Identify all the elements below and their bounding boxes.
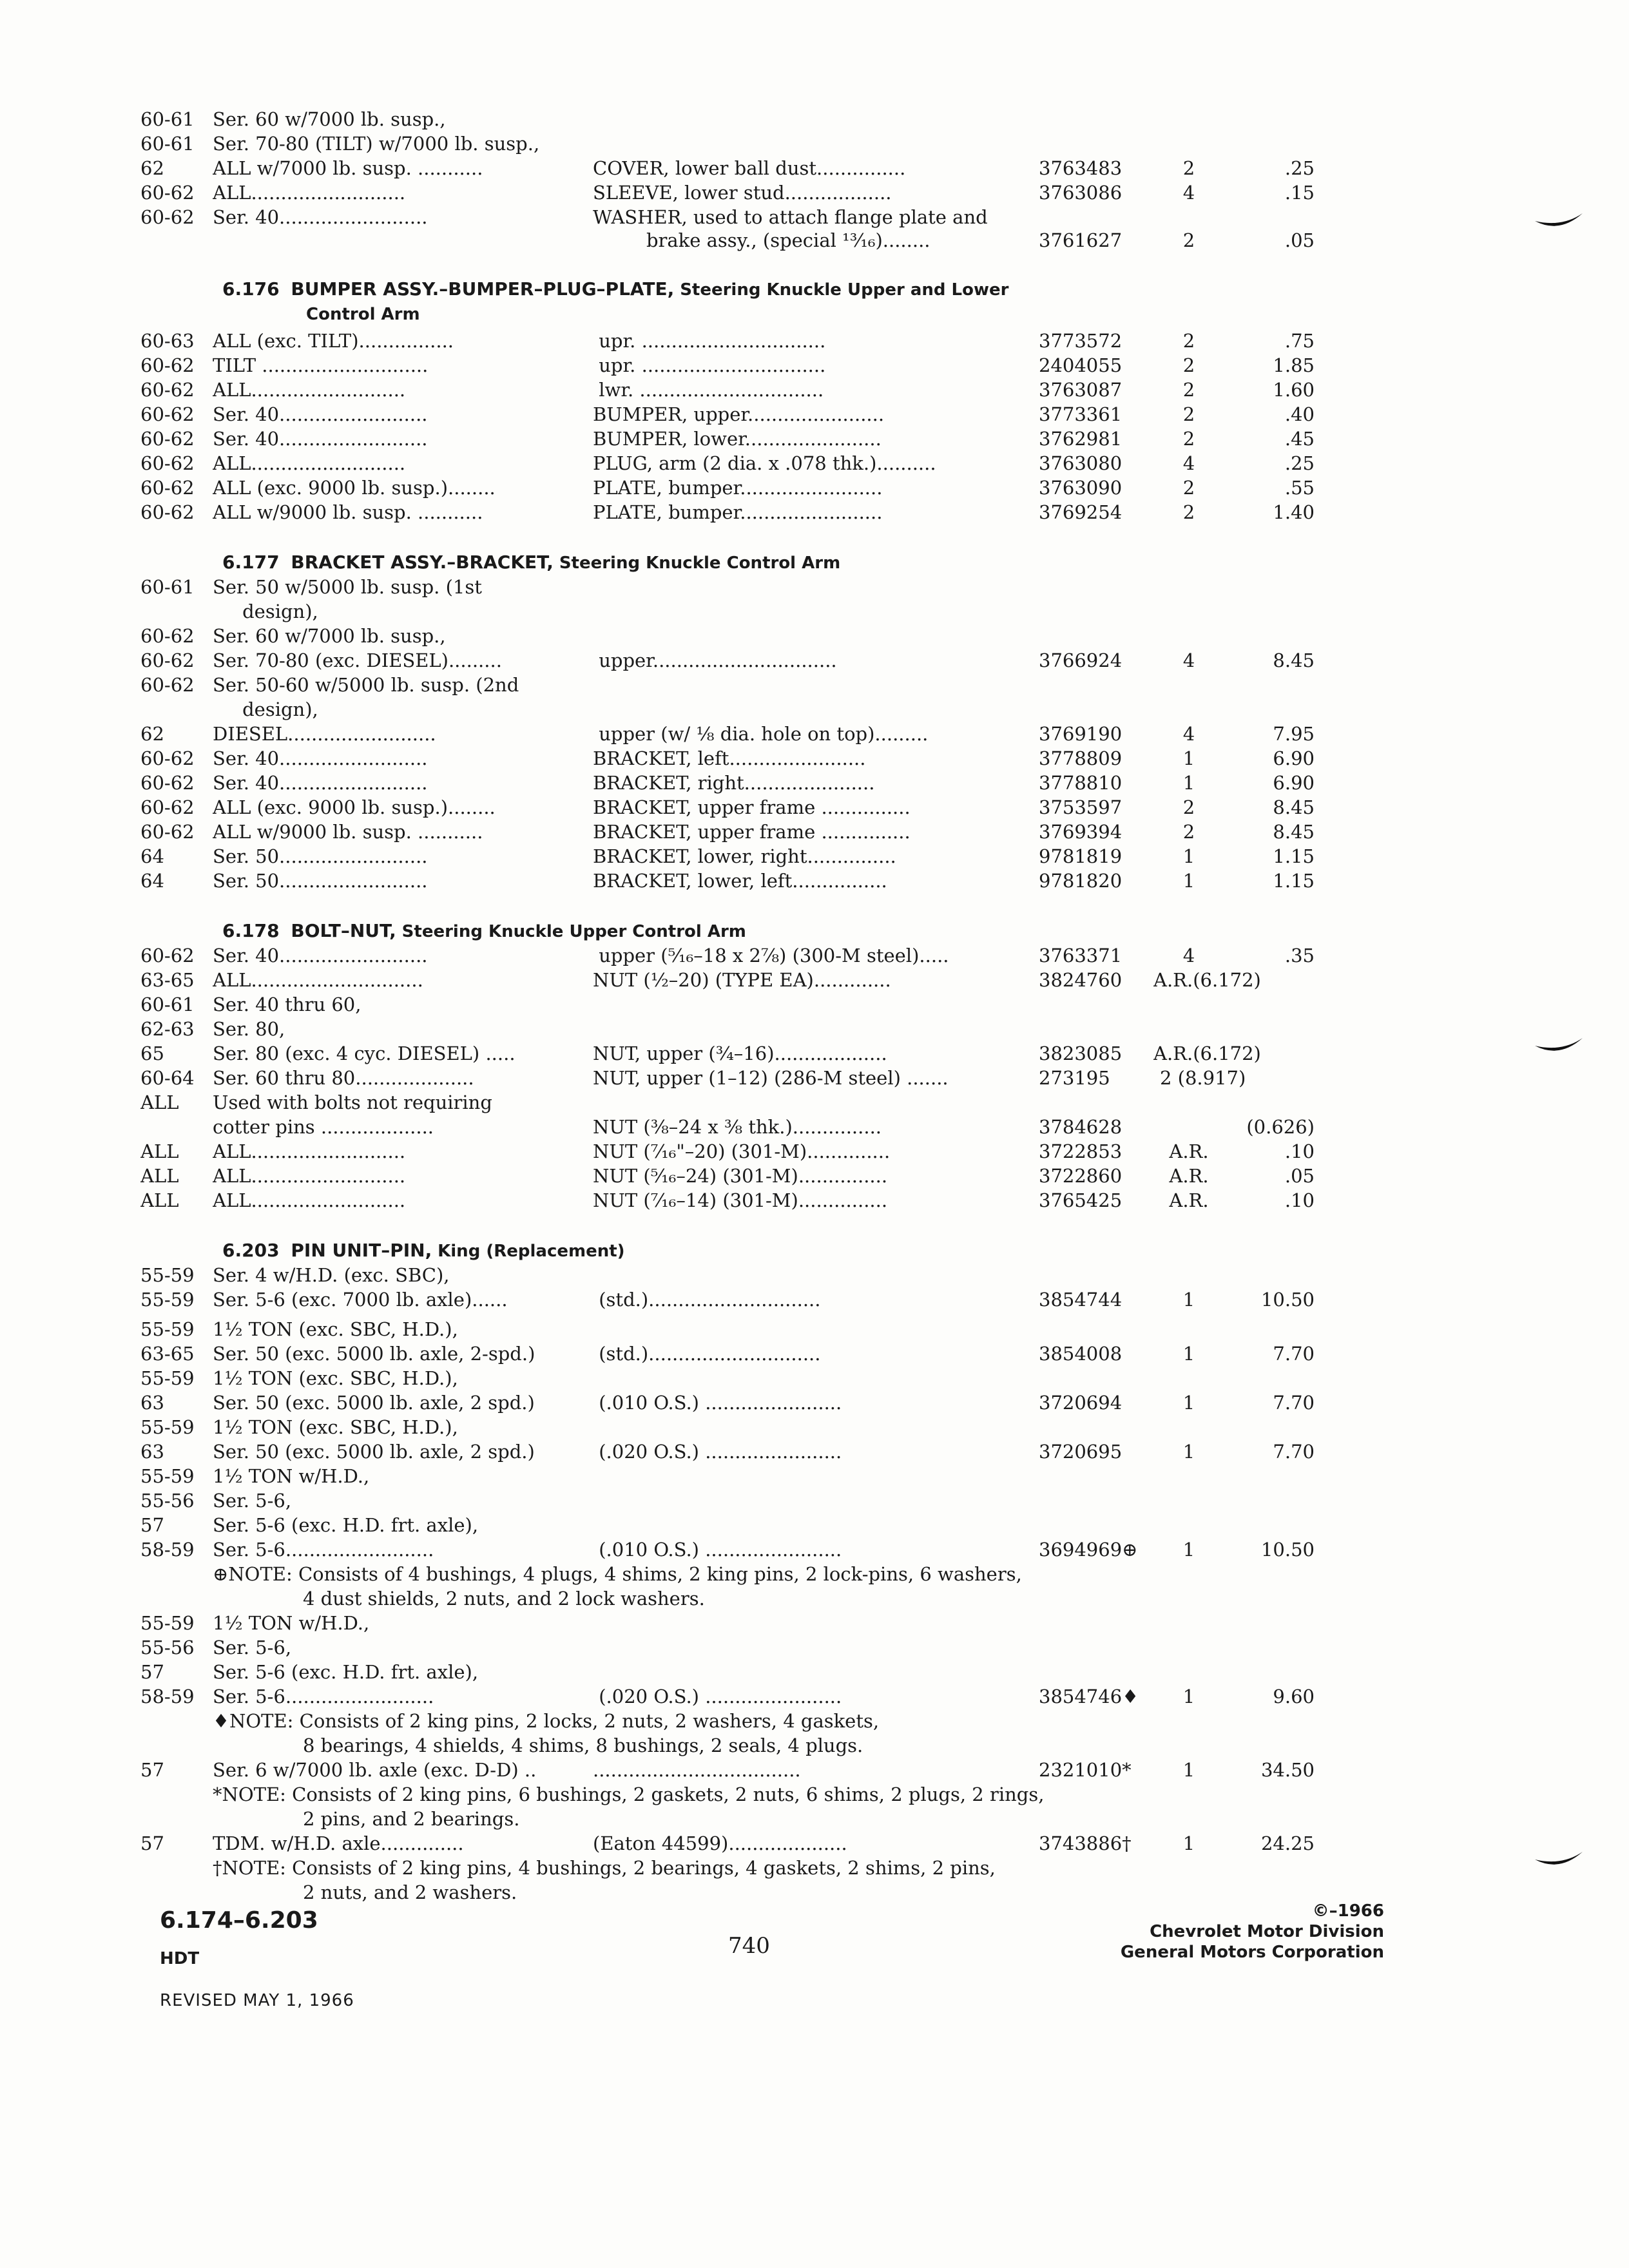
price: 6.90	[1273, 772, 1315, 794]
year: 57	[140, 1759, 164, 1781]
part-number: 3763086	[1039, 182, 1123, 204]
description: (Eaton 44599)....................	[593, 1832, 847, 1854]
year: 60-61	[140, 994, 195, 1015]
part-number: 3722860	[1039, 1165, 1123, 1187]
quantity: 1	[1182, 772, 1195, 794]
description: BUMPER, upper.......................	[593, 403, 885, 425]
model: ALL..........................	[213, 452, 406, 474]
model: Ser. 60 w/7000 lb. susp.,	[213, 108, 446, 130]
year: 55-59	[140, 1416, 195, 1438]
price: 1.85	[1273, 354, 1315, 376]
part-number: 9781820	[1039, 870, 1123, 892]
section-title: BUMPER ASSY.–BUMPER–PLUG–PLATE,	[291, 278, 675, 300]
part-number: 3753597	[1039, 796, 1123, 818]
quantity: 2	[1182, 796, 1195, 818]
description: ...................................	[593, 1759, 801, 1781]
catalog-code: HDT	[160, 1949, 200, 1968]
footnote-line: 8 bearings, 4 shields, 4 shims, 8 bushings, 2 seals, 4 plugs.	[303, 1735, 863, 1756]
quantity: 2	[1182, 330, 1195, 352]
year: 55-59	[140, 1264, 195, 1286]
year: 60-62	[140, 428, 195, 450]
price: .35	[1284, 945, 1315, 966]
year: 60-61	[140, 576, 195, 598]
corporation-name: General Motors Corporation	[1120, 1943, 1384, 1962]
quantity: 2	[1182, 477, 1195, 499]
year: 57	[140, 1832, 164, 1854]
year: 60-64	[140, 1067, 195, 1089]
quantity: 2	[1182, 501, 1195, 523]
part-number: 3769394	[1039, 821, 1123, 843]
part-number: 3824760	[1039, 969, 1123, 991]
model: DIESEL.........................	[213, 723, 436, 745]
section-subtitle: Steering Knuckle Control Arm	[559, 553, 841, 573]
binding-mark-icon	[1534, 209, 1585, 235]
price: 6.90	[1273, 747, 1315, 769]
price: (0.626)	[1246, 1116, 1315, 1138]
description: (std.).............................	[593, 1289, 821, 1311]
year: 60-62	[140, 945, 195, 966]
model: Ser. 50 (exc. 5000 lb. axle, 2 spd.)	[213, 1441, 535, 1463]
description: NUT, upper (¾–16)...................	[593, 1043, 887, 1064]
model: Ser. 5-6 (exc. 7000 lb. axle)......	[213, 1289, 508, 1311]
model: ALL w/9000 lb. susp. ...........	[213, 501, 483, 523]
year: 60-62	[140, 747, 195, 769]
part-number: 3763371	[1039, 945, 1123, 966]
part-number: 3763483	[1039, 157, 1123, 179]
section-number: 6.203	[222, 1240, 280, 1261]
year: 63	[140, 1441, 164, 1463]
part-number: 3854744	[1039, 1289, 1123, 1311]
section-title: BRACKET ASSY.–BRACKET,	[291, 552, 554, 573]
part-number: 3778809	[1039, 747, 1123, 769]
part-number: 273195	[1039, 1067, 1110, 1089]
description: upr. ...............................	[593, 330, 826, 352]
model: ALL..........................	[213, 1189, 406, 1211]
model: Ser. 70-80 (TILT) w/7000 lb. susp.,	[213, 133, 540, 155]
price: .45	[1284, 428, 1315, 450]
quantity: A.R.(6.172)	[1153, 969, 1261, 991]
model: Ser. 40.........................	[213, 428, 428, 450]
price: .25	[1284, 452, 1315, 474]
footnote	[213, 1782, 1179, 1831]
year: ALL	[140, 1140, 179, 1162]
quantity: A.R.	[1169, 1140, 1209, 1162]
year: 57	[140, 1661, 164, 1683]
description: BRACKET, lower, right...............	[593, 845, 896, 867]
division-name: Chevrolet Motor Division	[1150, 1922, 1384, 1941]
quantity: 2 (8.917)	[1160, 1067, 1246, 1089]
description: NUT (½–20) (TYPE EA).............	[593, 969, 891, 991]
footnote-line: *NOTE: Consists of 2 king pins, 6 bushings, 2 gaskets, 2 nuts, 6 shims, 2 plugs, 2 rings,	[213, 1783, 1045, 1805]
footnote	[213, 1562, 1179, 1611]
price: .10	[1284, 1189, 1315, 1211]
model: Ser. 50 (exc. 5000 lb. axle, 2 spd.)	[213, 1392, 535, 1414]
section-title: PIN UNIT–PIN,	[291, 1240, 432, 1261]
model: Ser. 50.........................	[213, 870, 428, 892]
year: ALL	[140, 1091, 179, 1113]
year: 63-65	[140, 969, 195, 991]
price: .05	[1284, 1165, 1315, 1187]
model: Ser. 5-6,	[213, 1637, 292, 1658]
description: BRACKET, left.......................	[593, 747, 866, 769]
model: cotter pins ...................	[213, 1116, 434, 1138]
year: 64	[140, 870, 164, 892]
description: upper...............................	[593, 649, 837, 671]
model: Ser. 5-6 (exc. H.D. frt. axle),	[213, 1661, 479, 1683]
model: Ser. 50.........................	[213, 845, 428, 867]
year: 55-56	[140, 1490, 195, 1512]
year: 60-62	[140, 403, 195, 425]
quantity: 2	[1182, 428, 1195, 450]
footnote-line: 2 nuts, and 2 washers.	[303, 1881, 517, 1903]
part-number: 3769190	[1039, 723, 1123, 745]
description: (.020 O.S.) .......................	[593, 1686, 842, 1707]
description: WASHER, used to attach flange plate and	[593, 206, 988, 228]
model: design),	[213, 698, 318, 720]
quantity: 1	[1182, 747, 1195, 769]
year: 62	[140, 723, 164, 745]
model: ALL..........................	[213, 182, 406, 204]
part-number: 3765425	[1039, 1189, 1123, 1211]
description: BRACKET, lower, left................	[593, 870, 887, 892]
part-number: 3854746♦	[1039, 1686, 1139, 1707]
price: 10.50	[1260, 1539, 1315, 1561]
model: ALL (exc. TILT)................	[213, 330, 454, 352]
model: ALL.............................	[213, 969, 423, 991]
revision-date: REVISED MAY 1, 1966	[160, 1991, 354, 2010]
model: ALL w/7000 lb. susp. ...........	[213, 157, 483, 179]
year: 60-62	[140, 206, 195, 228]
year: 62-63	[140, 1018, 195, 1040]
part-number: 9781819	[1039, 845, 1123, 867]
model: Ser. 5-6,	[213, 1490, 292, 1512]
part-number: 3773361	[1039, 403, 1123, 425]
price: 34.50	[1260, 1759, 1315, 1781]
quantity: 4	[1182, 182, 1195, 204]
year: 60-62	[140, 821, 195, 843]
year: 60-61	[140, 133, 195, 155]
year: 65	[140, 1043, 164, 1064]
quantity: 4	[1182, 723, 1195, 745]
description: upr. ...............................	[593, 354, 826, 376]
model: ALL..........................	[213, 1140, 406, 1162]
year: 63	[140, 1392, 164, 1414]
footnote-line: 4 dust shields, 2 nuts, and 2 lock washers.	[303, 1588, 705, 1610]
model: TDM. w/H.D. axle..............	[213, 1832, 464, 1854]
quantity: 1	[1182, 1289, 1195, 1311]
model: ALL..........................	[213, 379, 406, 401]
year: 60-62	[140, 501, 195, 523]
model: Ser. 4 w/H.D. (exc. SBC),	[213, 1264, 450, 1286]
model: Ser. 40.........................	[213, 945, 428, 966]
part-number: 3763080	[1039, 452, 1123, 474]
binding-mark-icon	[1534, 1034, 1585, 1060]
description: brake assy., (special ¹³⁄₁₆)........	[593, 229, 930, 251]
year: ALL	[140, 1189, 179, 1211]
description: lwr. ...............................	[593, 379, 824, 401]
section-number: 6.178	[222, 920, 280, 941]
quantity: 2	[1182, 403, 1195, 425]
price: 7.70	[1273, 1343, 1315, 1365]
year: 60-61	[140, 108, 195, 130]
year: 58-59	[140, 1539, 195, 1561]
part-number: 3778810	[1039, 772, 1123, 794]
price: .25	[1284, 157, 1315, 179]
year: 60-63	[140, 330, 195, 352]
model: Ser. 50 w/5000 lb. susp. (1st	[213, 576, 482, 598]
description: NUT, upper (1–12) (286-M steel) .......	[593, 1067, 949, 1089]
part-number: 3823085	[1039, 1043, 1123, 1064]
model: Used with bolts not requiring	[213, 1091, 492, 1113]
description: NUT (⁷⁄₁₆"–20) (301-M)..............	[593, 1140, 891, 1162]
year: 64	[140, 845, 164, 867]
price: 1.40	[1273, 501, 1315, 523]
section-subtitle: Steering Knuckle Upper Control Arm	[401, 922, 746, 941]
section-subtitle: Steering Knuckle Upper and Lower	[680, 280, 1009, 300]
price: .55	[1284, 477, 1315, 499]
model: Ser. 80,	[213, 1018, 285, 1040]
section-number: 6.177	[222, 552, 280, 573]
quantity: A.R.	[1169, 1165, 1209, 1187]
price: 1.15	[1273, 845, 1315, 867]
section-range: 6.174–6.203	[160, 1907, 318, 1934]
quantity: 4	[1182, 452, 1195, 474]
part-number: 3762981	[1039, 428, 1123, 450]
description: BRACKET, upper frame ...............	[593, 796, 911, 818]
description: (.020 O.S.) .......................	[593, 1441, 842, 1463]
section-heading	[222, 1238, 1189, 1264]
description: NUT (⁵⁄₁₆–24) (301-M)...............	[593, 1165, 888, 1187]
price: 9.60	[1273, 1686, 1315, 1707]
quantity: 4	[1182, 649, 1195, 671]
quantity: 1	[1182, 870, 1195, 892]
description: NUT (⁷⁄₁₆–14) (301-M)...............	[593, 1189, 888, 1211]
quantity: 2	[1182, 821, 1195, 843]
description: PLUG, arm (2 dia. x .078 thk.)..........	[593, 452, 936, 474]
model: ALL (exc. 9000 lb. susp.)........	[213, 796, 496, 818]
model: Ser. 40.........................	[213, 747, 428, 769]
quantity: 2	[1182, 157, 1195, 179]
part-number: 3763090	[1039, 477, 1123, 499]
price: 10.50	[1260, 1289, 1315, 1311]
part-number: 3784628	[1039, 1116, 1123, 1138]
footnote-line: ♦NOTE: Consists of 2 king pins, 2 locks, 2 nuts, 2 washers, 4 gaskets,	[213, 1710, 880, 1732]
price: .75	[1284, 330, 1315, 352]
year: 60-62	[140, 674, 195, 696]
model: Ser. 70-80 (exc. DIESEL).........	[213, 649, 502, 671]
model: ALL (exc. 9000 lb. susp.)........	[213, 477, 496, 499]
description: (.010 O.S.) .......................	[593, 1392, 842, 1414]
part-number: 3694969⊕	[1039, 1539, 1138, 1561]
model: 1½ TON (exc. SBC, H.D.),	[213, 1367, 458, 1389]
model: Ser. 5-6.........................	[213, 1539, 434, 1561]
description: (std.).............................	[593, 1343, 821, 1365]
description: BUMPER, lower.......................	[593, 428, 882, 450]
price: 1.15	[1273, 870, 1315, 892]
section-heading	[222, 550, 1189, 575]
description: BRACKET, upper frame ...............	[593, 821, 911, 843]
section-number: 6.176	[222, 278, 280, 300]
year: 60-62	[140, 649, 195, 671]
price: 7.70	[1273, 1441, 1315, 1463]
model: 1½ TON (exc. SBC, H.D.),	[213, 1416, 458, 1438]
model: Ser. 80 (exc. 4 cyc. DIESEL) .....	[213, 1043, 516, 1064]
model: ALL w/9000 lb. susp. ...........	[213, 821, 483, 843]
year: 60-62	[140, 182, 195, 204]
section-subtitle-cont: Control Arm	[306, 305, 420, 324]
price: 8.45	[1273, 796, 1315, 818]
year: 58-59	[140, 1686, 195, 1707]
part-number: 3769254	[1039, 501, 1123, 523]
part-number: 2321010*	[1039, 1759, 1132, 1781]
part-number: 3766924	[1039, 649, 1123, 671]
year: 60-62	[140, 772, 195, 794]
description: (.010 O.S.) .......................	[593, 1539, 842, 1561]
description: NUT (⅜–24 x ⅜ thk.)...............	[593, 1116, 882, 1138]
year: 55-59	[140, 1289, 195, 1311]
model: Ser. 40.........................	[213, 772, 428, 794]
quantity: 1	[1182, 1539, 1195, 1561]
footnote	[213, 1856, 1179, 1905]
model: TILT ............................	[213, 354, 429, 376]
year: 55-59	[140, 1465, 195, 1487]
year: ALL	[140, 1165, 179, 1187]
year: 60-62	[140, 625, 195, 647]
part-number: 3854008	[1039, 1343, 1123, 1365]
quantity: A.R.(6.172)	[1153, 1043, 1261, 1064]
year: 60-62	[140, 379, 195, 401]
model: 1½ TON w/H.D.,	[213, 1612, 370, 1634]
price: .05	[1284, 229, 1315, 251]
model: Ser. 50 (exc. 5000 lb. axle, 2-spd.)	[213, 1343, 535, 1365]
model: 1½ TON (exc. SBC, H.D.),	[213, 1318, 458, 1340]
quantity: 1	[1182, 1441, 1195, 1463]
description: SLEEVE, lower stud..................	[593, 182, 892, 204]
quantity: 4	[1182, 945, 1195, 966]
copyright-block	[1121, 1901, 1384, 1963]
model: Ser. 60 thru 80....................	[213, 1067, 474, 1089]
page-number: 740	[728, 1933, 770, 1959]
part-number: 3763087	[1039, 379, 1123, 401]
model: Ser. 60 w/7000 lb. susp.,	[213, 625, 446, 647]
copyright-year: ©–1966	[1312, 1901, 1384, 1921]
part-number: 3773572	[1039, 330, 1123, 352]
price: 1.60	[1273, 379, 1315, 401]
section-subtitle: King (Replacement)	[438, 1242, 625, 1261]
model: Ser. 6 w/7000 lb. axle (exc. D-D) ..	[213, 1759, 537, 1781]
description: upper (w/ ⅛ dia. hole on top).........	[593, 723, 929, 745]
year: 60-62	[140, 354, 195, 376]
price: .10	[1284, 1140, 1315, 1162]
model: ALL..........................	[213, 1165, 406, 1187]
quantity: 2	[1182, 229, 1195, 251]
quantity: A.R.	[1169, 1189, 1209, 1211]
description: PLATE, bumper........................	[593, 501, 883, 523]
year: 60-62	[140, 796, 195, 818]
model: Ser. 50-60 w/5000 lb. susp. (2nd	[213, 674, 519, 696]
price: 24.25	[1260, 1832, 1315, 1854]
year: 55-56	[140, 1637, 195, 1658]
model: Ser. 40.........................	[213, 206, 428, 228]
quantity: 1	[1182, 1832, 1195, 1854]
year: 60-62	[140, 477, 195, 499]
price: 7.70	[1273, 1392, 1315, 1414]
part-number: 3720694	[1039, 1392, 1123, 1414]
price: .40	[1284, 403, 1315, 425]
section-heading	[222, 277, 1189, 327]
part-number: 3761627	[1039, 229, 1123, 251]
footnote-line: 2 pins, and 2 bearings.	[303, 1808, 520, 1830]
footnote-line: ⊕NOTE: Consists of 4 bushings, 4 plugs, 4 shims, 2 king pins, 2 lock-pins, 6 washers,	[213, 1563, 1022, 1585]
description: BRACKET, right......................	[593, 772, 875, 794]
year: 63-65	[140, 1343, 195, 1365]
year: 62	[140, 157, 164, 179]
year: 55-59	[140, 1318, 195, 1340]
model: 1½ TON w/H.D.,	[213, 1465, 370, 1487]
quantity: 2	[1182, 354, 1195, 376]
quantity: 1	[1182, 1343, 1195, 1365]
quantity: 2	[1182, 379, 1195, 401]
year: 55-59	[140, 1367, 195, 1389]
quantity: 1	[1182, 845, 1195, 867]
footnote	[213, 1709, 1179, 1758]
part-number: 2404055	[1039, 354, 1123, 376]
model: Ser. 5-6 (exc. H.D. frt. axle),	[213, 1514, 479, 1536]
description: COVER, lower ball dust...............	[593, 157, 906, 179]
quantity: 1	[1182, 1759, 1195, 1781]
year: 57	[140, 1514, 164, 1536]
price: 7.95	[1273, 723, 1315, 745]
part-number: 3743886†	[1039, 1832, 1132, 1854]
model: Ser. 40.........................	[213, 403, 428, 425]
footnote-line: †NOTE: Consists of 2 king pins, 4 bushings, 2 bearings, 4 gaskets, 2 shims, 2 pins,	[213, 1857, 996, 1879]
model: design),	[213, 601, 318, 622]
quantity: 1	[1182, 1686, 1195, 1707]
year: 60-62	[140, 452, 195, 474]
price: 8.45	[1273, 649, 1315, 671]
quantity: 1	[1182, 1392, 1195, 1414]
model: Ser. 5-6.........................	[213, 1686, 434, 1707]
part-number: 3720695	[1039, 1441, 1123, 1463]
price: 8.45	[1273, 821, 1315, 843]
part-number: 3722853	[1039, 1140, 1123, 1162]
description: PLATE, bumper........................	[593, 477, 883, 499]
description: upper (⁵⁄₁₆–18 x 2⅞) (300-M steel).....	[593, 945, 949, 966]
year: 55-59	[140, 1612, 195, 1634]
section-heading	[222, 919, 1189, 944]
binding-mark-icon	[1534, 1848, 1585, 1874]
model: Ser. 40 thru 60,	[213, 994, 361, 1015]
section-title: BOLT–NUT,	[291, 920, 396, 941]
price: .15	[1284, 182, 1315, 204]
